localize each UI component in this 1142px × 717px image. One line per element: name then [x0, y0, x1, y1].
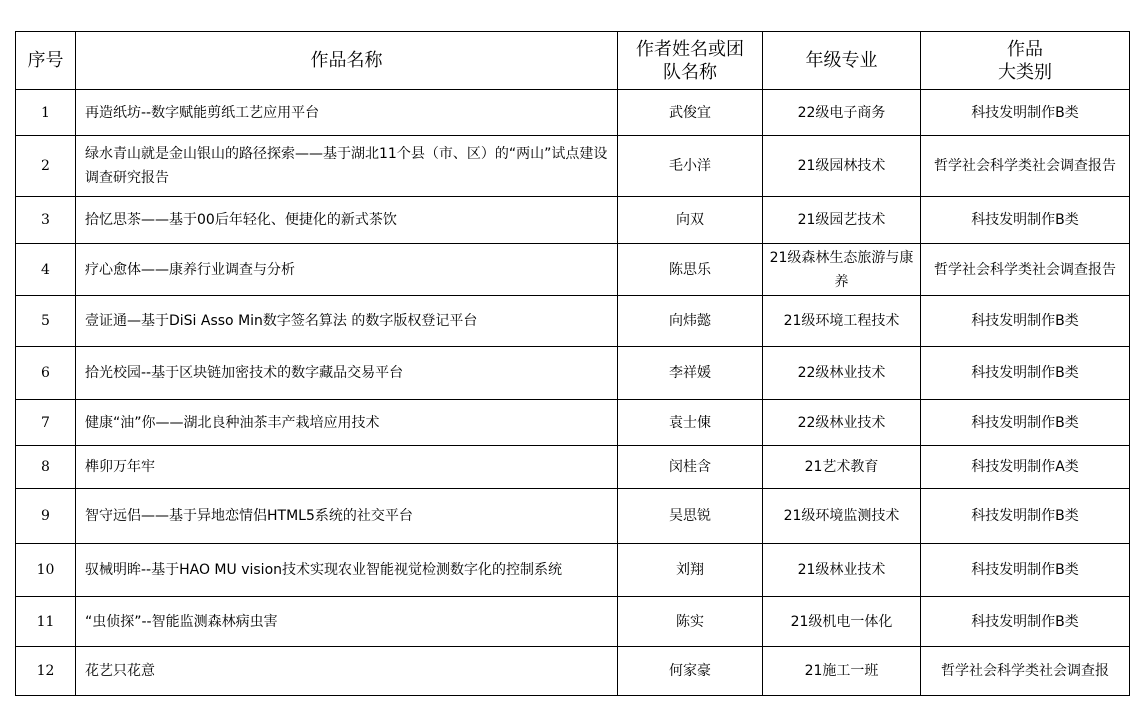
row-grade-major: 21施工一班	[763, 647, 921, 696]
row-category: 科技发明制作B类	[921, 296, 1130, 347]
row-grade-major: 21艺术教育	[763, 446, 921, 489]
row-work-name: 再造纸坊--数字赋能剪纸工艺应用平台	[76, 90, 618, 136]
table-header	[16, 32, 1130, 90]
row-author: 李祥媛	[618, 347, 763, 400]
table-row	[16, 489, 1130, 544]
row-work-name: 绿水青山就是金山银山的路径探索——基于湖北11个县（市、区）的“两山”试点建设调查研究报告	[76, 136, 618, 197]
row-index: 12	[16, 647, 76, 696]
row-index: 5	[16, 296, 76, 347]
table-row	[16, 347, 1130, 400]
table-row	[16, 90, 1130, 136]
row-category: 科技发明制作B类	[921, 347, 1130, 400]
row-grade-major: 21级环境工程技术	[763, 296, 921, 347]
row-index: 8	[16, 446, 76, 489]
row-work-name: 疗心愈体——康养行业调查与分析	[76, 244, 618, 296]
row-author: 向双	[618, 197, 763, 244]
table-row	[16, 544, 1130, 597]
row-category: 科技发明制作B类	[921, 90, 1130, 136]
row-grade-major: 21级环境监测技术	[763, 489, 921, 544]
header-category-line1: 作品	[1007, 38, 1043, 60]
header-index: 序号	[16, 32, 76, 90]
table-row	[16, 197, 1130, 244]
row-author: 袁士倲	[618, 400, 763, 446]
row-author: 陈思乐	[618, 244, 763, 296]
row-category: 哲学社会科学类社会调查报	[921, 647, 1130, 696]
row-grade-major: 21级园艺技术	[763, 197, 921, 244]
header-work-name: 作品名称	[76, 32, 618, 90]
row-work-name: 拾忆思茶——基于00后年轻化、便捷化的新式茶饮	[76, 197, 618, 244]
row-work-name: “虫侦探”--智能监测森林病虫害	[76, 597, 618, 647]
row-grade-major: 22级林业技术	[763, 400, 921, 446]
row-grade-major: 22级林业技术	[763, 347, 921, 400]
table-body	[16, 90, 1130, 696]
row-category: 科技发明制作B类	[921, 544, 1130, 597]
table-row	[16, 244, 1130, 296]
row-category: 哲学社会科学类社会调查报告	[921, 244, 1130, 296]
row-category: 科技发明制作B类	[921, 597, 1130, 647]
row-work-name: 壹证通—基于DiSi Asso Min数字签名算法 的数字版权登记平台	[76, 296, 618, 347]
row-author: 陈实	[618, 597, 763, 647]
row-grade-major: 22级电子商务	[763, 90, 921, 136]
row-index: 6	[16, 347, 76, 400]
row-grade-major: 21级森林生态旅游与康养	[763, 244, 921, 296]
row-grade-major: 21级机电一体化	[763, 597, 921, 647]
row-author: 毛小洋	[618, 136, 763, 197]
row-work-name: 驭械明眸--基于HAO MU vision技术实现农业智能视觉检测数字化的控制系统	[76, 544, 618, 597]
row-grade-major: 21级园林技术	[763, 136, 921, 197]
row-work-name: 榫卯万年牢	[76, 446, 618, 489]
row-index: 11	[16, 597, 76, 647]
header-author	[618, 32, 763, 90]
row-index: 4	[16, 244, 76, 296]
table-row	[16, 446, 1130, 489]
row-index: 3	[16, 197, 76, 244]
row-author: 何家豪	[618, 647, 763, 696]
row-author: 向炜懿	[618, 296, 763, 347]
row-category: 科技发明制作B类	[921, 197, 1130, 244]
row-category: 科技发明制作B类	[921, 400, 1130, 446]
row-work-name: 花艺只花意	[76, 647, 618, 696]
row-author: 吴思锐	[618, 489, 763, 544]
row-work-name: 智守远侣——基于异地恋情侣HTML5系统的社交平台	[76, 489, 618, 544]
header-category-line2: 大类别	[998, 61, 1052, 83]
table-row	[16, 136, 1130, 197]
table-row	[16, 296, 1130, 347]
header-author-line2: 队名称	[663, 61, 717, 83]
row-author: 刘翔	[618, 544, 763, 597]
row-author: 武俊宜	[618, 90, 763, 136]
row-index: 2	[16, 136, 76, 197]
row-index: 9	[16, 489, 76, 544]
row-author: 闵桂含	[618, 446, 763, 489]
header-author-line1: 作者姓名或团	[636, 38, 744, 60]
header-category	[921, 32, 1130, 90]
table-row	[16, 647, 1130, 696]
header-row	[16, 32, 1130, 90]
header-grade-major: 年级专业	[763, 32, 921, 90]
row-grade-major: 21级林业技术	[763, 544, 921, 597]
table-row	[16, 597, 1130, 647]
row-index: 1	[16, 90, 76, 136]
table-row	[16, 400, 1130, 446]
row-category: 哲学社会科学类社会调查报告	[921, 136, 1130, 197]
works-table	[15, 31, 1130, 696]
row-category: 科技发明制作B类	[921, 489, 1130, 544]
row-work-name: 健康“油”你——湖北良种油茶丰产栽培应用技术	[76, 400, 618, 446]
row-category: 科技发明制作A类	[921, 446, 1130, 489]
row-index: 10	[16, 544, 76, 597]
row-index: 7	[16, 400, 76, 446]
row-work-name: 拾光校园--基于区块链加密技术的数字藏品交易平台	[76, 347, 618, 400]
